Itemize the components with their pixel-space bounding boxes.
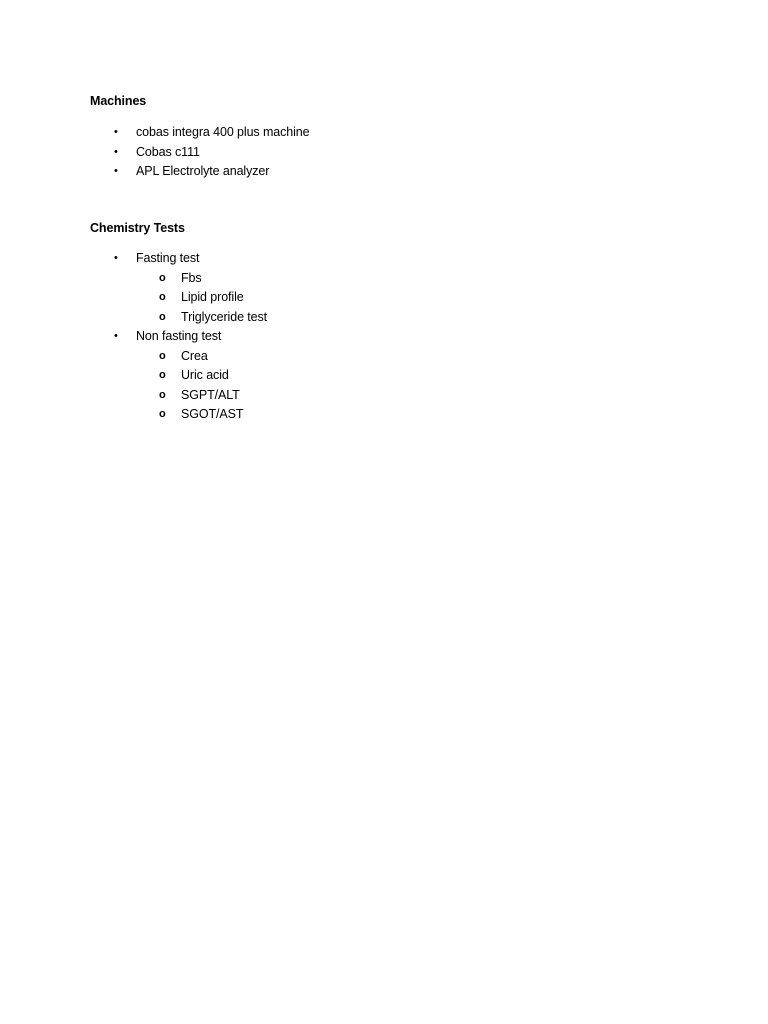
- test-item-label: Triglyceride test: [181, 309, 268, 324]
- circle-bullet-icon: o: [159, 310, 166, 323]
- bullet-icon: •: [114, 165, 118, 177]
- test-item-label: SGPT/ALT: [181, 387, 240, 402]
- bullet-icon: •: [114, 252, 118, 264]
- circle-bullet-icon: o: [159, 271, 166, 284]
- test-group-label: Fasting test: [136, 251, 200, 265]
- circle-bullet-icon: o: [159, 349, 166, 362]
- machine-item-label: Cobas c111: [136, 144, 200, 159]
- circle-bullet-icon: o: [159, 408, 166, 420]
- test-item-label: SGOT/AST: [181, 407, 244, 421]
- circle-bullet-icon: o: [159, 291, 166, 303]
- test-item-label: Fbs: [181, 270, 202, 285]
- test-item-label: Uric acid: [181, 368, 229, 382]
- circle-bullet-icon: o: [159, 369, 166, 381]
- test-item-label: Crea: [181, 348, 208, 363]
- test-group-label: Non fasting test: [136, 329, 222, 343]
- test-item-label: Lipid profile: [181, 290, 244, 304]
- circle-bullet-icon: o: [159, 388, 166, 401]
- chemistry-tests-heading: Chemistry Tests: [90, 221, 185, 235]
- bullet-icon: •: [114, 126, 118, 138]
- machine-item-label: APL Electrolyte analyzer: [136, 164, 270, 178]
- machines-heading: Machines: [90, 94, 147, 108]
- bullet-icon: •: [114, 145, 118, 158]
- bullet-icon: •: [114, 330, 118, 342]
- machine-item-label: cobas integra 400 plus machine: [136, 125, 310, 139]
